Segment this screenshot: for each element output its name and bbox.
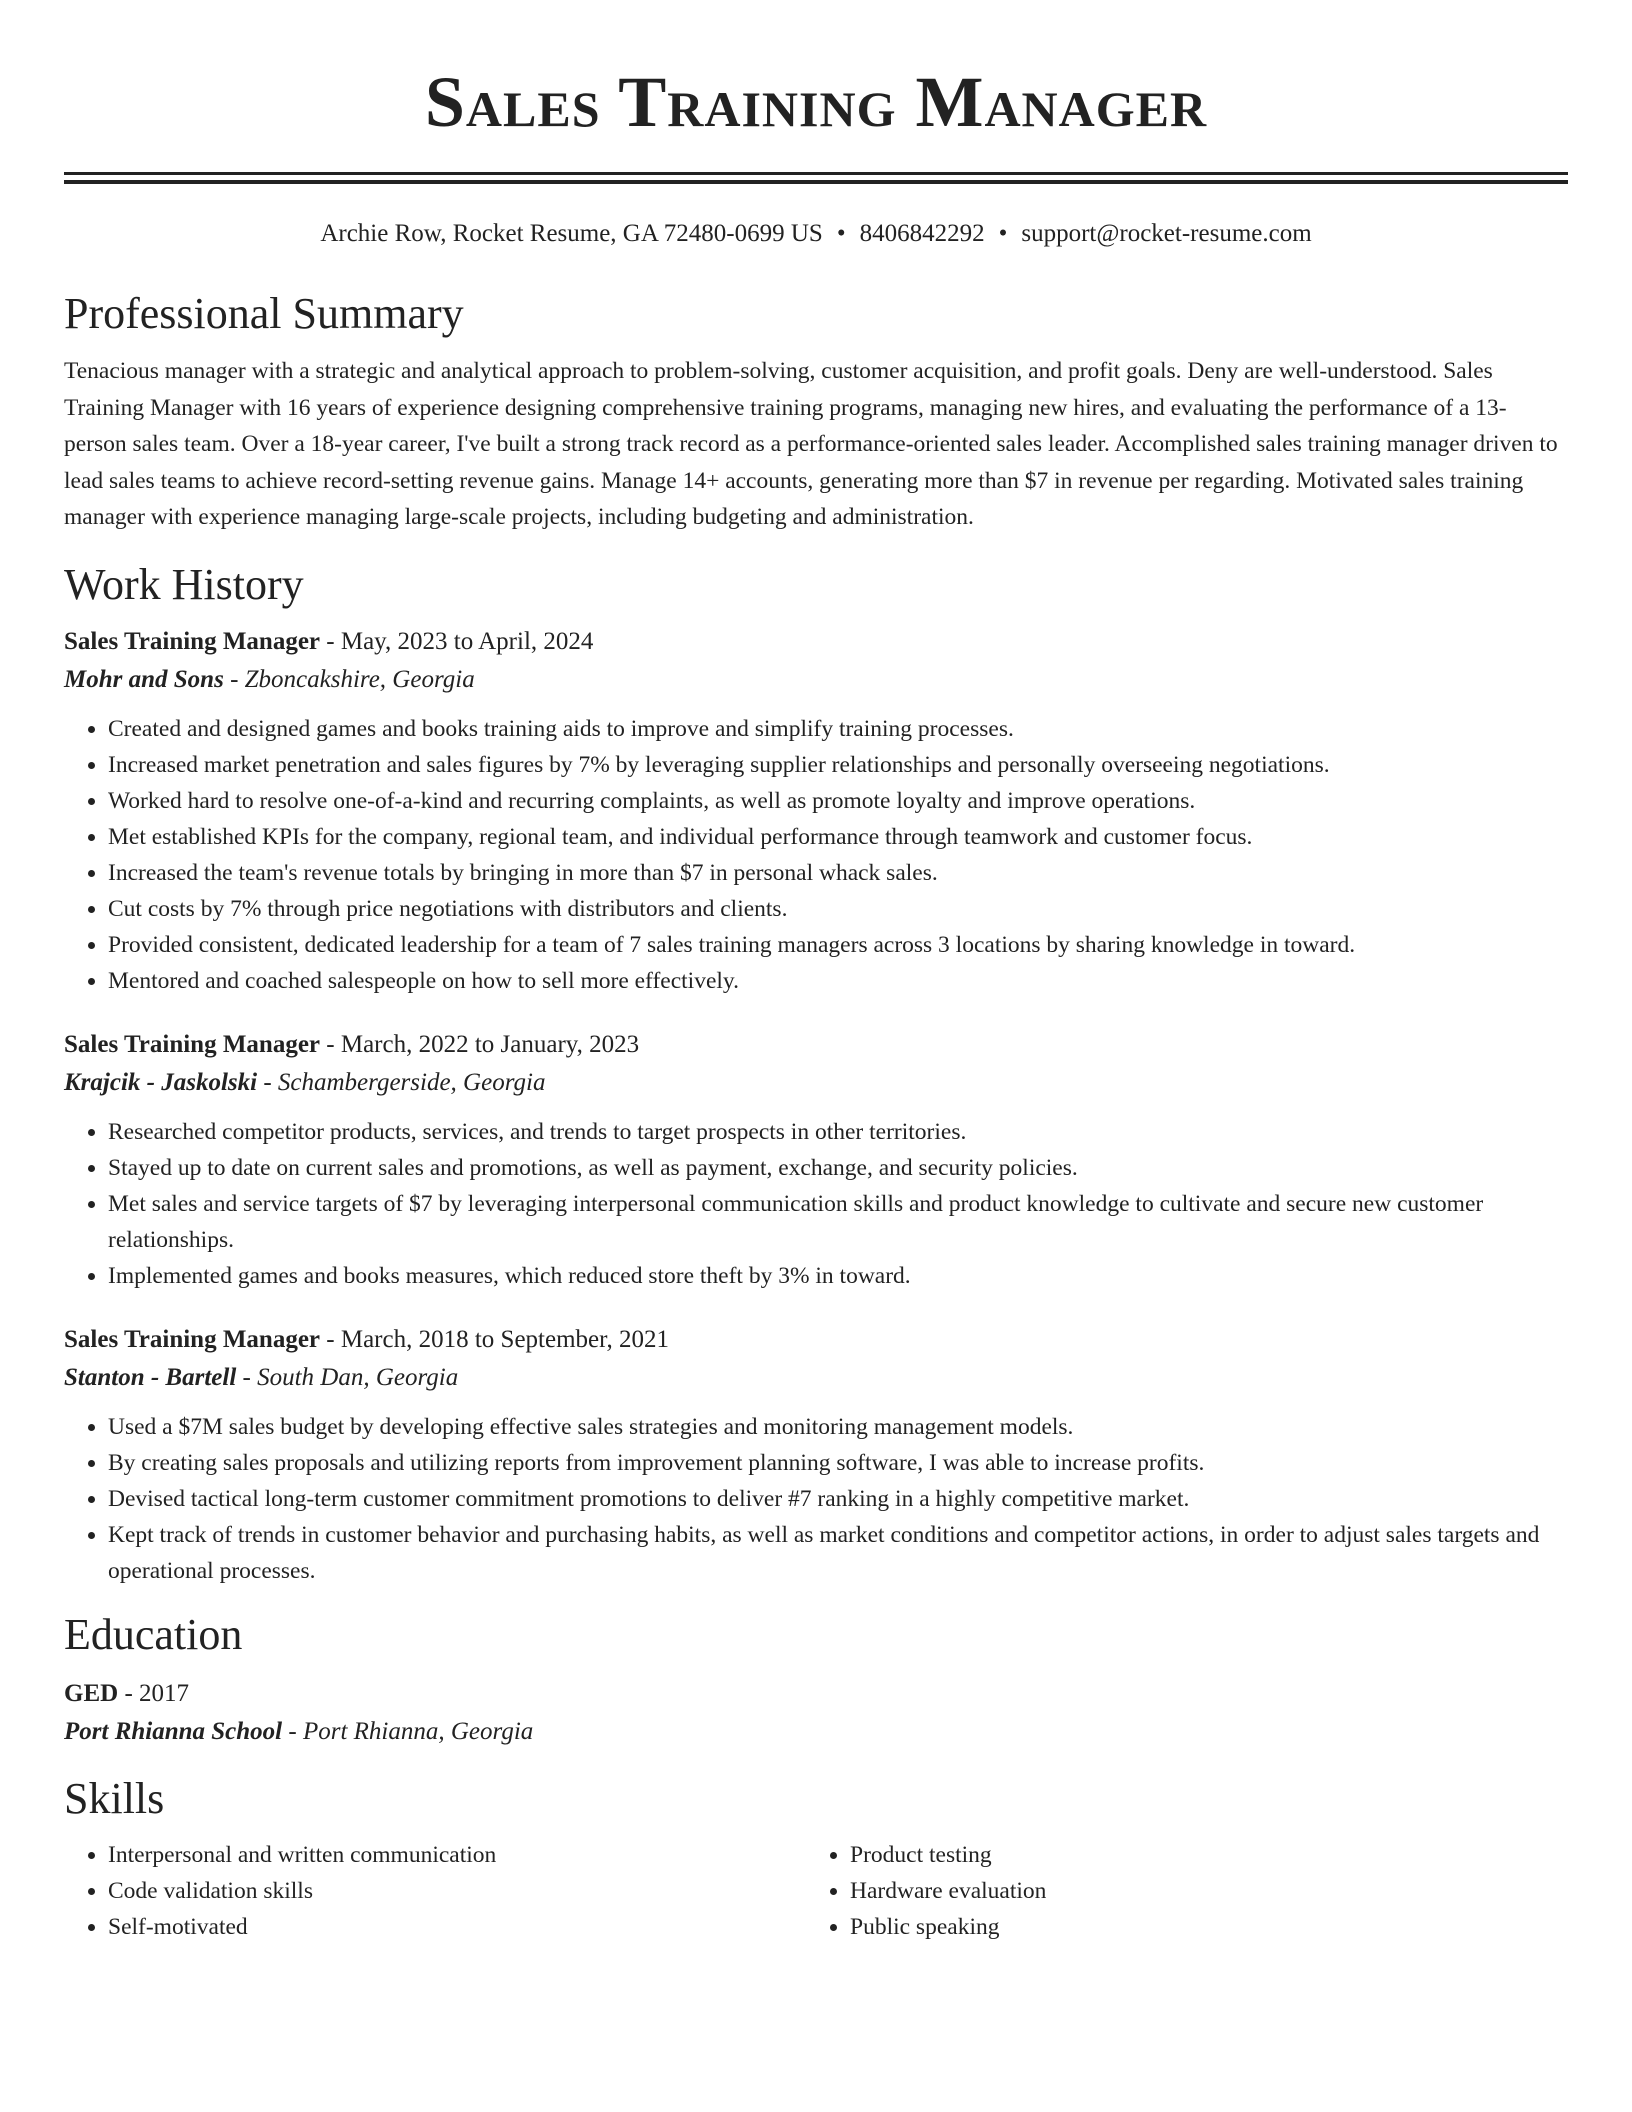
skills-list-right: [806, 1837, 1548, 1945]
job-dates: - March, 2018 to September, 2021: [320, 1325, 669, 1353]
summary-text: Tenacious manager with a strategic and analytical approach to problem-solving, customer acquisition, and profit goals. Deny are well-understood. Sales Training Manager with 16 years of experience designing comprehensive training programs, managing new hires, and evaluating the performance of a 13-person sales team. Over a 18-year career, I've built a strong track record as a performance-oriented sales leader. Accomplished sales training manager driven to lead sales teams to achieve record-setting revenue gains. Manage 14+ accounts, generating more than $7 in revenue per regarding. Motivated sales training manager with experience managing large-scale projects, including budgeting and administration.: [64, 358, 1558, 530]
contact-phone: 8406842292: [859, 220, 985, 247]
job-location: - Schambergerside, Georgia: [257, 1068, 546, 1096]
job-company-line: [64, 1359, 1568, 1397]
education-year: - 2017: [118, 1679, 190, 1707]
contact-separator: •: [836, 220, 846, 247]
job-title: Sales Training Manager: [64, 1325, 321, 1353]
job-entry: [64, 623, 1568, 999]
contact-line: [64, 218, 1568, 250]
job-bullet: • Kept track of trends in customer behavior and purchasing habits, as well as market conditions and competitor actions, in order to adjust sales targets and operational processes.: [108, 1517, 1568, 1589]
job-company: Mohr and Sons: [64, 665, 224, 693]
job-bullet: • Researched competitor products, services, and trends to target prospects in other territories.: [108, 1114, 1568, 1150]
job-bullets: [64, 1409, 1568, 1589]
job-entry: [64, 1321, 1568, 1589]
skill-item: • Hardware evaluation: [850, 1873, 1548, 1909]
contact-email: support@rocket-resume.com: [1021, 220, 1312, 247]
skill-item: • Product testing: [850, 1837, 1548, 1873]
job-company-line: [64, 1064, 1568, 1102]
job-dates: - May, 2023 to April, 2024: [320, 627, 594, 655]
education-school: Port Rhianna School: [64, 1717, 283, 1745]
job-bullet: • Met established KPIs for the company, regional team, and individual performance through teamwork and customer focus.: [108, 819, 1568, 855]
skill-item: • Interpersonal and written communication: [108, 1837, 806, 1873]
job-location: - South Dan, Georgia: [236, 1363, 459, 1391]
job-title-line: [64, 1026, 1568, 1064]
job-bullet: • Cut costs by 7% through price negotiations with distributors and clients.: [108, 891, 1568, 927]
job-location: - Zboncakshire, Georgia: [223, 665, 475, 693]
job-dates: - March, 2022 to January, 2023: [320, 1030, 640, 1058]
job-title-line: [64, 623, 1568, 661]
job-entry: [64, 1026, 1568, 1294]
job-title: Sales Training Manager: [64, 1030, 321, 1058]
job-bullet: • Increased market penetration and sales figures by 7% by leveraging supplier relationships and personally overseeing negotiations.: [108, 747, 1568, 783]
job-bullet: • Implemented games and books measures, which reduced store theft by 3% in toward.: [108, 1258, 1568, 1294]
work-history-heading: Work History: [64, 559, 304, 609]
skill-item: • Code validation skills: [108, 1873, 806, 1909]
job-bullet: • Devised tactical long-term customer commitment promotions to deliver #7 ranking in a highly competitive market.: [108, 1481, 1568, 1517]
job-bullet: • By creating sales proposals and utilizing reports from improvement planning software, I was able to increase profits.: [108, 1445, 1568, 1481]
education-degree: GED: [64, 1679, 119, 1707]
job-bullets: [64, 711, 1568, 999]
skills-heading: Skills: [64, 1773, 165, 1823]
resume-title: Sales Training Manager: [424, 62, 1208, 142]
skill-item: • Self-motivated: [108, 1909, 806, 1945]
job-bullet: • Mentored and coached salespeople on how to sell more effectively.: [108, 963, 1568, 999]
job-bullet: • Worked hard to resolve one-of-a-kind and recurring complaints, as well as promote loyalty and improve operations.: [108, 783, 1568, 819]
contact-separator: •: [998, 220, 1008, 247]
education-heading: Education: [64, 1609, 243, 1659]
education-degree-line: [64, 1675, 1568, 1713]
skills-columns: [64, 1837, 1568, 1945]
job-bullet: • Stayed up to date on current sales and promotions, as well as payment, exchange, and security policies.: [108, 1150, 1568, 1186]
job-bullet: • Provided consistent, dedicated leadership for a team of 7 sales training managers across 3 locations by sharing knowledge in toward.: [108, 927, 1568, 963]
job-bullet: • Increased the team's revenue totals by bringing in more than $7 in personal whack sales.: [108, 855, 1568, 891]
contact-address: Archie Row, Rocket Resume, GA 72480-0699 US: [320, 220, 823, 247]
summary-heading: Professional Summary: [64, 289, 464, 338]
header-divider-bottom: [64, 180, 1568, 184]
job-bullet: • Used a $7M sales budget by developing effective sales strategies and monitoring management models.: [108, 1409, 1568, 1445]
education-entry: [64, 1675, 1568, 1751]
job-company-line: [64, 661, 1568, 699]
job-title-line: [64, 1321, 1568, 1359]
job-company: Stanton - Bartell: [64, 1363, 237, 1391]
job-bullet: • Met sales and service targets of $7 by leveraging interpersonal communication skills and product knowledge to cultivate and secure new customer relationships.: [108, 1186, 1568, 1258]
skills-list-left: [64, 1837, 806, 1945]
job-bullets: [64, 1114, 1568, 1294]
job-company: Krajcik - Jaskolski: [64, 1068, 258, 1096]
header-divider-top: [64, 172, 1568, 175]
education-school-line: [64, 1713, 1568, 1751]
skill-item: • Public speaking: [850, 1909, 1548, 1945]
job-bullet: • Created and designed games and books training aids to improve and simplify training processes.: [108, 711, 1568, 747]
education-location: - Port Rhianna, Georgia: [282, 1717, 534, 1745]
job-title: Sales Training Manager: [64, 627, 321, 655]
